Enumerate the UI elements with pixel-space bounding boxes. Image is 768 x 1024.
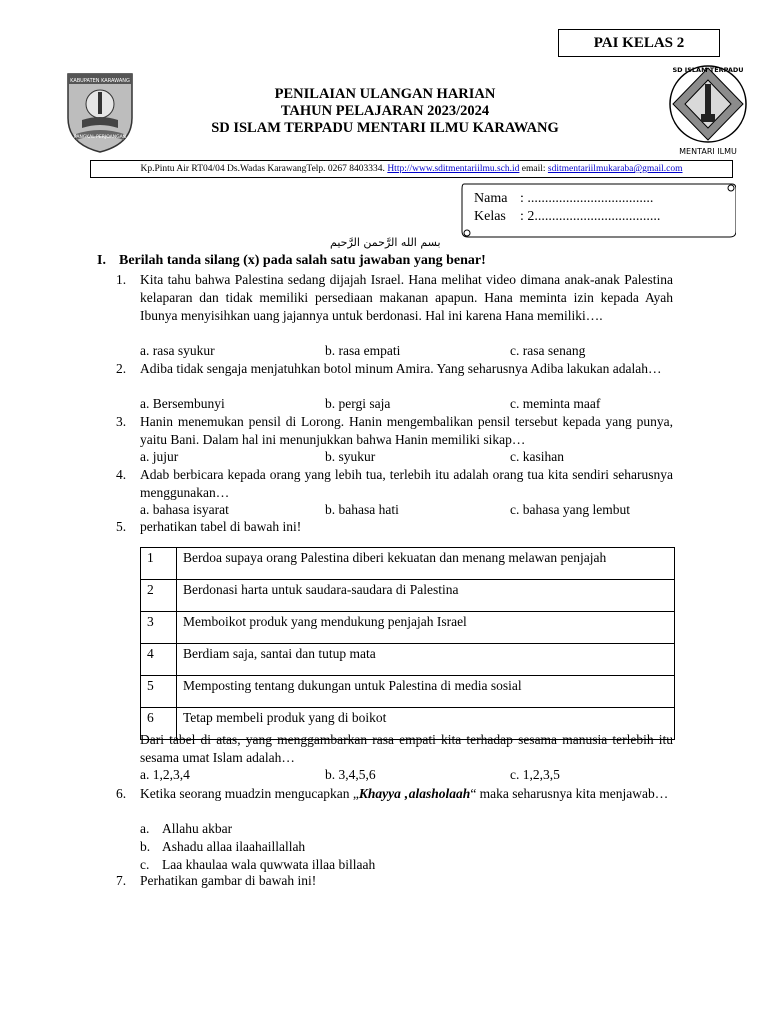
name-row[interactable] (474, 190, 660, 208)
section-number: I. (97, 253, 106, 268)
website-link[interactable]: Http://www.sditmentariilmu.sch.id (387, 164, 520, 174)
option-letter: a. (140, 821, 150, 836)
option-c[interactable]: c. kasihan (510, 449, 564, 464)
table-cell-text: Berdonasi harta untuk saudara-saudara di Palestina (177, 580, 675, 612)
name-label: Nama (474, 191, 508, 206)
table-cell-text: Berdoa supaya orang Palestina diberi kekuatan dan menang melawan penjajah (177, 548, 675, 580)
table-cell-number: 4 (141, 644, 177, 676)
question-number: 5. (116, 519, 127, 534)
option-b[interactable]: b. 3,4,5,6 (325, 767, 376, 782)
question-4 (116, 466, 673, 502)
option-a[interactable] (140, 820, 375, 838)
question-text-emphasis: Khayya ‚alasholaah (358, 786, 471, 801)
option-a[interactable]: a. Bersembunyi (140, 396, 225, 411)
table-row (141, 580, 675, 612)
option-b[interactable]: b. syukur (325, 449, 376, 464)
option-c[interactable]: c. rasa senang (510, 343, 586, 358)
question-7 (116, 872, 673, 890)
question-text: perhatikan tabel di bawah ini! (140, 519, 302, 534)
table-cell-number: 2 (141, 580, 177, 612)
question-number: 6. (116, 786, 127, 801)
question-text-start: Ketika seorang muadzin mengucapkan „ (140, 786, 359, 801)
question-text (140, 785, 673, 803)
option-letter: c. (140, 857, 150, 872)
karawang-logo (58, 68, 142, 154)
address-bar (90, 160, 733, 178)
question-5 (116, 518, 673, 536)
option-c[interactable]: c. meminta maaf (510, 396, 601, 411)
question-number: 3. (116, 414, 127, 429)
option-text: Allahu akbar (162, 821, 233, 836)
question-text: Adiba tidak sengaja menjatuhkan botol minum Amira. Yang seharusnya Adiba lakukan adalah… (140, 361, 662, 376)
table-cell-number: 5 (141, 676, 177, 708)
option-b[interactable]: b. pergi saja (325, 396, 391, 411)
option-letter: b. (140, 839, 151, 854)
followup-text: Dari tabel di atas, yang menggambarkan rasa empati kita terhadap sesama manusia terlebih itu sesama umat Islam adalah… (140, 732, 673, 765)
class-row[interactable] (474, 208, 660, 226)
question-text-end: “ maka seharusnya kita menjawab… (470, 786, 669, 801)
email-link[interactable]: sditmentariilmukaraba@gmail.com (547, 164, 683, 174)
logo-text-top: SD ISLAM TERPADU (672, 66, 744, 74)
option-text: Ashadu allaa ilaahaillallah (162, 839, 306, 854)
option-a[interactable]: a. rasa syukur (140, 343, 215, 358)
subject-box: PAI KELAS 2 (558, 29, 720, 57)
question-number: 7. (116, 873, 127, 888)
section-instruction: Berilah tanda silang (x) pada salah satu jawaban yang benar! (119, 253, 486, 268)
question-number: 2. (116, 361, 127, 376)
question-number: 4. (116, 467, 127, 482)
question-text: Adab berbicara kepada orang yang lebih tua, terlebih itu adalah orang tua kita sendiri seharusnya menggunakan… (140, 467, 673, 500)
option-b[interactable]: b. rasa empati (325, 343, 401, 358)
question-text: Hanin menemukan pensil di Lorong. Hanin mengembalikan pensil tersebut kepada yang punya, yaitu Bani. Dalam hal ini menunjukkan bahwa Hanin memiliki sikap… (140, 414, 673, 447)
mentari-ilmu-logo (665, 58, 751, 158)
table-cell-text: Tetap membeli produk yang di boikot (177, 708, 675, 740)
table-row (141, 644, 675, 676)
table-cell-text: Memboikot produk yang mendukung penjajah Israel (177, 612, 675, 644)
address-text: Kp.Pintu Air RT04/04 Ds.Wadas KarawangTelp. 0267 8403334. (140, 164, 388, 174)
class-field[interactable]: : 2.................................... (520, 209, 661, 224)
question-6 (116, 785, 673, 803)
student-info (474, 190, 660, 226)
option-a[interactable]: a. bahasa isyarat (140, 502, 229, 517)
table-cell-text: Memposting tentang dukungan untuk Palestina di media sosial (177, 676, 675, 708)
option-b[interactable]: b. bahasa hati (325, 502, 399, 517)
option-c[interactable]: c. 1,2,3,5 (510, 767, 560, 782)
table-cell-text: Berdiam saja, santai dan tutup mata (177, 644, 675, 676)
table-row (141, 612, 675, 644)
question-6-options (140, 820, 375, 874)
name-field[interactable]: : .................................... (520, 191, 654, 206)
question-2 (116, 360, 673, 378)
table-cell-number: 1 (141, 548, 177, 580)
question-5-followup (140, 731, 673, 767)
class-label: Kelas (474, 209, 506, 224)
option-b[interactable] (140, 838, 375, 856)
table-cell-number: 6 (141, 708, 177, 740)
option-a[interactable]: a. jujur (140, 449, 179, 464)
logo-text-bottom: PANGKAL PERJOANGAN (73, 135, 127, 140)
heading-line-1: PENILAIAN ULANGAN HARIAN (274, 86, 496, 102)
email-label: email: (519, 164, 548, 174)
logo-text-bottom: MENTARI ILMU (679, 147, 737, 156)
option-a[interactable]: a. 1,2,3,4 (140, 767, 190, 782)
option-c[interactable]: c. bahasa yang lembut (510, 502, 630, 517)
basmalah: بسم الله الرَّحمن الرَّحيم (330, 236, 441, 249)
table-cell-number: 3 (141, 612, 177, 644)
section-title (97, 253, 486, 269)
question-text: Perhatikan gambar di bawah ini! (140, 873, 317, 888)
statement-table (140, 547, 675, 740)
question-number: 1. (116, 272, 127, 287)
question-1 (116, 271, 673, 325)
logo-text-top: KABUPATEN KARAWANG (70, 78, 130, 84)
table-row (141, 548, 675, 580)
heading-line-2: TAHUN PELAJARAN 2023/2024 (280, 103, 490, 119)
document-heading (200, 86, 570, 137)
heading-line-3: SD ISLAM TERPADU MENTARI ILMU KARAWANG (211, 120, 559, 136)
question-text: Kita tahu bahwa Palestina sedang dijajah Israel. Hana melihat video dimana anak-anak Palestina kelaparan dan tidak memiliki persediaan makanan apapun. Hana meminta izin kepada Ayah Ibunya menyisihkan uang jajannya untuk berdonasi. Hal ini karena Hana memiliki…. (140, 272, 673, 323)
question-3 (116, 413, 673, 449)
table-row (141, 676, 675, 708)
option-text: Laa khaulaa wala quwwata illaa billaah (162, 857, 376, 872)
